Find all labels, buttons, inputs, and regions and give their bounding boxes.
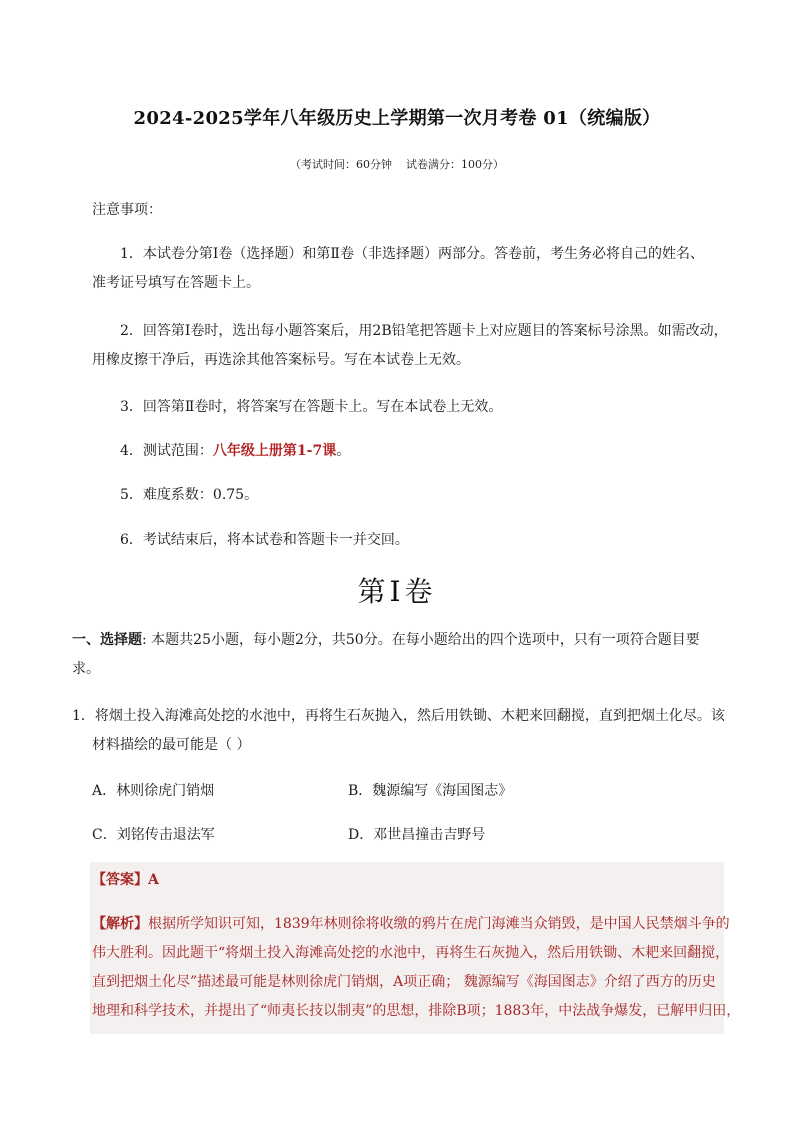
- note-item-6: 6．考试结束后，将本试卷和答题卡一并交回。: [120, 532, 409, 548]
- answer-tag: 【答案】: [92, 872, 148, 888]
- section-instructions-text: : 本题共25小题，每小题2分，共50分。在每小题给出的四个选项中，只有一项符合题目要: [142, 632, 700, 648]
- question-1-stem-line-1: 1．将烟土投入海滩高处挖的水池中，再将生石灰抛入，然后用铁锄、木耙来回翻搅，直到把烟土化尽。该: [72, 708, 725, 724]
- note-item-1-line-2: 准考证号填写在答题卡上。: [92, 275, 260, 291]
- section-title: 第Ⅰ卷: [357, 575, 437, 608]
- analysis-text-1: 根据所学知识可知，1839年林则徐将收缴的鸦片在虎门海滩当众销毁，是中国人民禁烟斗争的: [148, 916, 730, 932]
- analysis-tag: 【解析】: [92, 916, 148, 932]
- test-range: 八年级上册第1-7课: [212, 443, 337, 459]
- analysis-line-4: 地理和科学技术，并提出了“师夷长技以制夷”的思想，排除B项；1883年，中法战争爆发，已解甲归田，: [92, 1003, 741, 1019]
- exam-subtitle: （考试时间：60分钟 试卷满分：100分）: [290, 158, 504, 171]
- note-item-3: 3．回答第Ⅱ卷时，将答案写在答题卡上。写在本试卷上无效。: [120, 399, 503, 415]
- exam-title: 2024-2025学年八年级历史上学期第一次月考卷 01（统编版）: [133, 108, 661, 129]
- note-item-4: [120, 441, 350, 461]
- note-item-5: 5．难度系数：0.75。: [120, 487, 259, 503]
- option-c: C．刘铭传击退法军: [92, 827, 215, 843]
- analysis-line-2: 伟大胜利。因此题干“将烟土投入海滩高处挖的水池中，再将生石灰抛入，然后用铁锄、木耙来回翻搅，: [92, 945, 730, 961]
- answer-line: [92, 870, 159, 890]
- note-item-4-prefix: 4．测试范围：: [120, 443, 213, 459]
- option-b: B．魏源编写《海国图志》: [348, 783, 513, 799]
- section-instructions-line-2: 求。: [72, 661, 100, 677]
- option-d: D．邓世昌撞击吉野号: [348, 827, 486, 843]
- note-item-2-line-1: 2．回答第Ⅰ卷时，选出每小题答案后，用2B铅笔把答题卡上对应题目的答案标号涂黑。如需改动，: [120, 323, 728, 339]
- section-label: 一、选择题: [72, 632, 142, 648]
- analysis-line-1: [92, 914, 730, 934]
- note-item-1-line-1: 1．本试卷分第Ⅰ卷（选择题）和第Ⅱ卷（非选择题）两部分。答卷前，考生务必将自己的姓名、: [120, 246, 704, 262]
- option-a: A．林则徐虎门销烟: [92, 783, 215, 799]
- notes-heading: 注意事项：: [92, 202, 162, 218]
- section-instructions-line-1: [72, 630, 700, 650]
- note-item-4-suffix: 。: [336, 443, 351, 459]
- note-item-2-line-2: 用橡皮擦干净后，再选涂其他答案标号。写在本试卷上无效。: [92, 352, 470, 368]
- analysis-line-3: 直到把烟土化尽”描述最可能是林则徐虎门销烟，A项正确； 魏源编写《海国图志》介绍了西方的历史: [92, 974, 716, 990]
- answer-value: A: [148, 872, 159, 888]
- question-1-stem-line-2: 材料描绘的最可能是（ ）: [92, 737, 251, 753]
